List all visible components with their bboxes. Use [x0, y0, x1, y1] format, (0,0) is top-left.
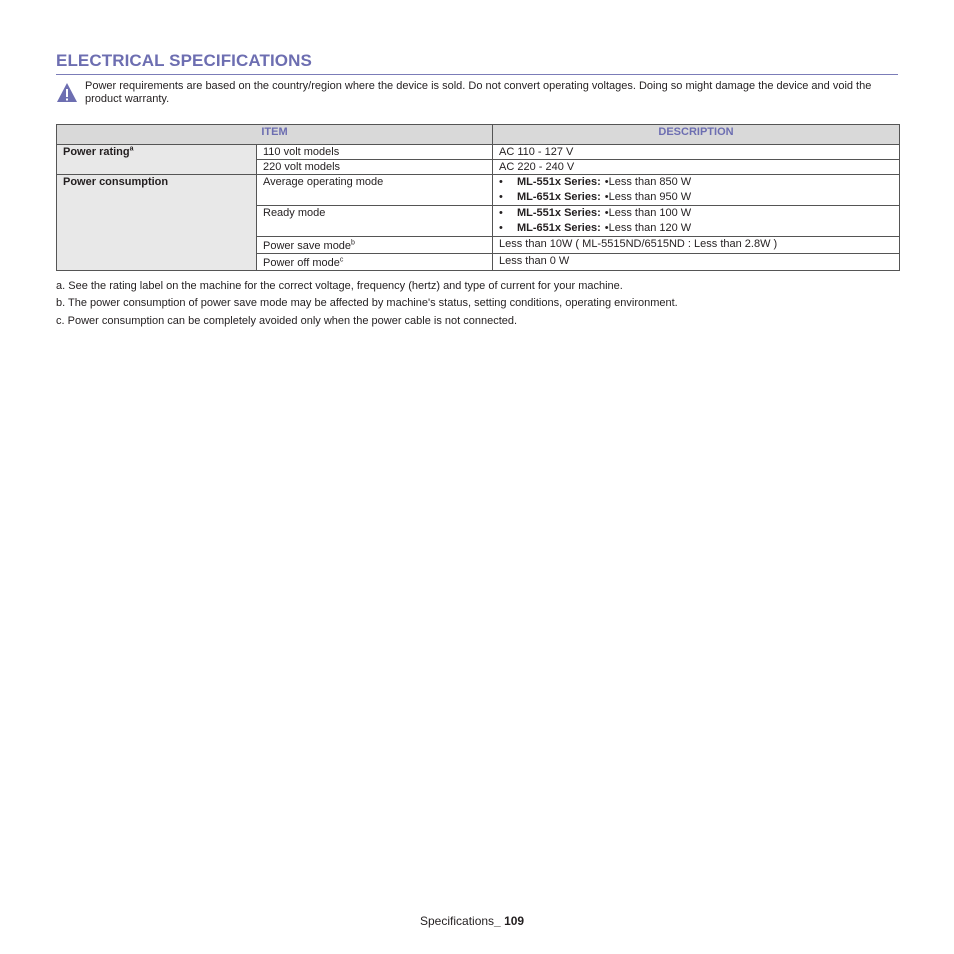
description-cell: Less than 10W ( ML-5515ND/6515ND : Less than 2.8W ) [493, 237, 900, 254]
series-value: •Less than 850 W [604, 176, 692, 188]
series-name: ML-551x Series: [517, 176, 601, 188]
description-cell: AC 110 - 127 V [493, 145, 900, 160]
list-item [499, 190, 893, 205]
warning-triangle-icon [56, 82, 78, 104]
bullet: • [499, 207, 503, 219]
page-title: ELECTRICAL SPECIFICATIONS [56, 51, 312, 70]
electrical-spec-table [56, 124, 900, 271]
sub-item [257, 237, 493, 254]
footnote-text: See the rating label on the machine for the correct voltage, frequency (hertz) and type of current for your machine. [68, 280, 623, 292]
series-value: •Less than 120 W [604, 222, 692, 234]
footnote-mark: b [351, 239, 355, 247]
series-value: •Less than 100 W [604, 207, 692, 219]
sub-item-label: Power off mode [263, 257, 340, 269]
footnote [56, 315, 517, 327]
list-item [499, 221, 893, 236]
item-power-rating [57, 145, 257, 175]
header-item: ITEM [57, 125, 493, 145]
footnote [56, 280, 623, 292]
footnote-mark: c [339, 256, 344, 264]
series-name: ML-551x Series: [517, 207, 601, 219]
sub-item-label: Power save mode [263, 240, 352, 252]
series-value: •Less than 950 W [604, 191, 692, 203]
header-description: DESCRIPTION [493, 125, 900, 145]
footnote-marker: b. [56, 297, 66, 309]
footer-section: Specifications [420, 914, 495, 928]
series-name: ML-651x Series: [517, 191, 601, 203]
footnote-text: The power consumption of power save mode may be affected by machine's status, setting conditions, operating environment. [68, 297, 678, 309]
description-cell [493, 175, 900, 206]
footnote-marker: a. [56, 280, 66, 292]
description-cell [493, 206, 900, 237]
bullet: • [499, 191, 503, 203]
sub-item: 220 volt models [257, 160, 493, 175]
bullet: • [499, 222, 503, 234]
bullet: • [499, 176, 503, 188]
sub-item: 110 volt models [257, 145, 493, 160]
footnote [56, 297, 678, 309]
footnote-mark: a [129, 145, 134, 153]
item-label: Power rating [63, 146, 130, 158]
table-row [57, 145, 900, 160]
footnote-marker: c. [56, 315, 65, 327]
page-number: 109 [504, 914, 525, 928]
list-item [499, 206, 893, 221]
item-power-consumption: Power consumption [57, 175, 257, 271]
description-cell: AC 220 - 240 V [493, 160, 900, 175]
warning-text: Power requirements are based on the country/region where the device is sold. Do not convert operating voltages. Doing so might damage the device and void the product warranty. [85, 80, 872, 105]
description-cell: Less than 0 W [493, 254, 900, 271]
series-name: ML-651x Series: [517, 222, 601, 234]
page-footer [420, 914, 524, 928]
list-item [499, 175, 893, 190]
sub-item [257, 254, 493, 271]
footnote-text: Power consumption can be completely avoided only when the power cable is not connected. [67, 315, 518, 327]
sub-item: Ready mode [257, 206, 493, 237]
title-divider [56, 74, 898, 75]
sub-item: Average operating mode [257, 175, 493, 206]
table-row [57, 175, 900, 206]
footer-separator: _ [494, 914, 505, 928]
table-header-row [57, 125, 900, 145]
